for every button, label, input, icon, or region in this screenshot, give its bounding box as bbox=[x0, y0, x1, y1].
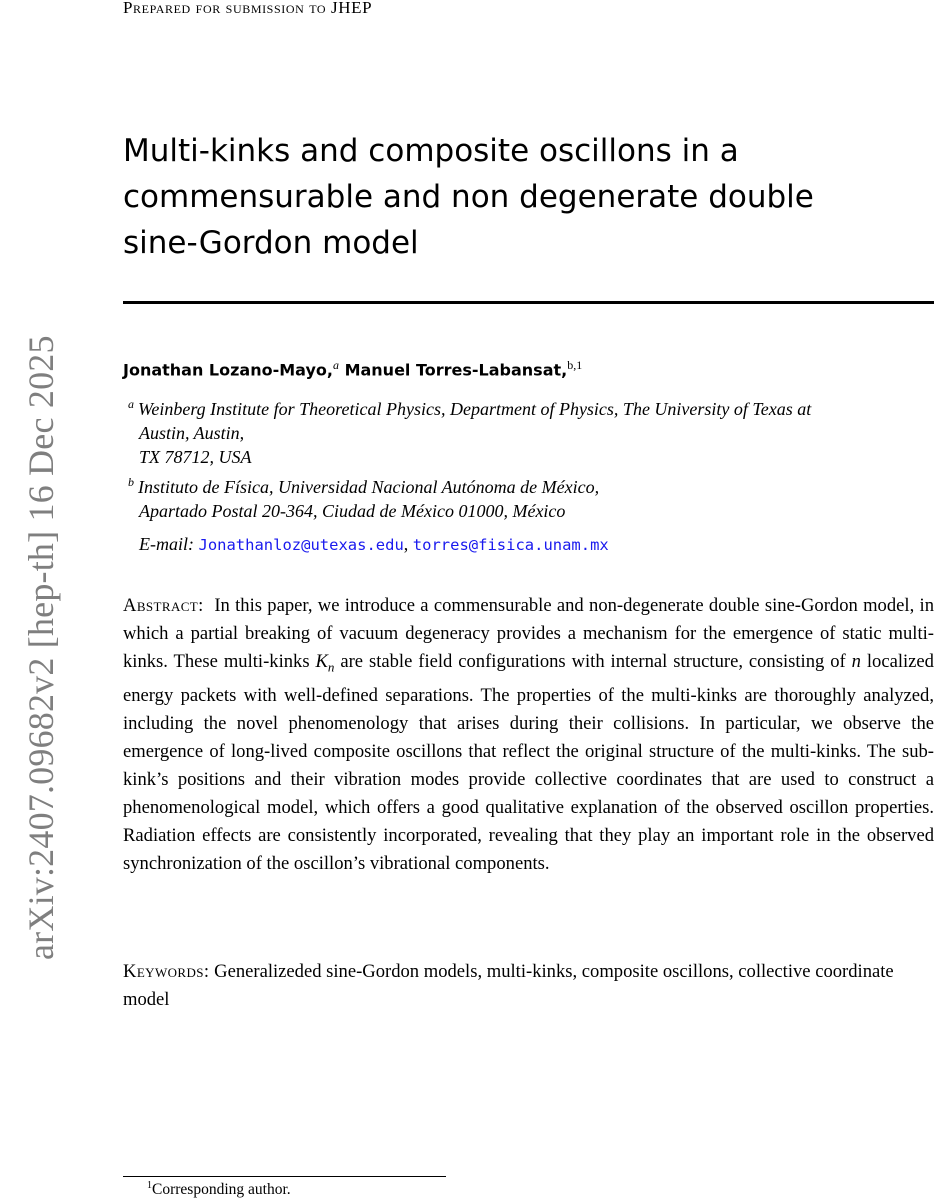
title-line: sine-Gordon model bbox=[123, 225, 419, 261]
paper-title bbox=[123, 128, 923, 266]
abstract-text: localized energy packets with well-defined separations. The properties of the multi-kinks are thoroughly analyzed, including the novel phenomenology that arises during their collisions. In particular, we observe the emergence of long-lived composite oscillons that reflect the original structure of the multi-kinks. The sub-kink’s positions and their vibration modes provide collective coordinates that are used to construct a phenomenological model, which offers a good qualitative explanation of the observed oscillon properties. Radiation effects are consistently incorporated, revealing that they play an important role in the observed synchronization of the oscillon’s vibrational components. bbox=[123, 651, 934, 874]
affiliation-b bbox=[128, 470, 934, 523]
footnote-mark: 1 bbox=[147, 1180, 152, 1191]
affiliation-line: Instituto de Física, Universidad Nacional Autónoma de México, bbox=[138, 477, 600, 497]
author-affiliation-mark: b,1 bbox=[567, 358, 583, 372]
keywords-label: Keywords: bbox=[123, 961, 210, 982]
affiliation-mark: b bbox=[128, 475, 134, 489]
footnote-divider bbox=[123, 1176, 446, 1177]
author-name: Jonathan Lozano-Mayo, bbox=[123, 360, 333, 380]
keywords-text: Generalizeded sine-Gordon models, multi-kinks, composite oscillons, collective coordinate model bbox=[123, 961, 894, 1010]
abstract-label: Abstract: bbox=[123, 595, 204, 616]
author-list bbox=[123, 358, 582, 379]
footnote-text: Corresponding author. bbox=[152, 1181, 291, 1198]
author-affiliation-mark: a bbox=[332, 358, 339, 372]
email-link-lozano[interactable]: Jonathanloz@utexas.edu bbox=[198, 536, 404, 554]
multi-kink-symbol: $K_n$ bbox=[315, 651, 335, 675]
arxiv-identifier-stamp: arXiv:2407.09682v2 [hep-th] 16 Dec 2025 bbox=[21, 335, 61, 960]
email-link-torres[interactable]: torres@fisica.unam.mx bbox=[412, 536, 609, 554]
title-line: Multi-kinks and composite oscillons in a bbox=[123, 133, 739, 169]
affiliation-line: Weinberg Institute for Theoretical Physics, Department of Physics, The University of Texas at bbox=[138, 399, 812, 419]
keywords bbox=[123, 958, 934, 1014]
title-line: commensurable and non degenerate double bbox=[123, 179, 814, 215]
affiliation-line: Apartado Postal 20-364, Ciudad de México 01000, México bbox=[139, 501, 566, 521]
journal-preparation-note: Prepared for submission to JHEP bbox=[123, 0, 373, 17]
affiliation-a bbox=[128, 392, 934, 469]
affiliation-mark: a bbox=[128, 397, 134, 411]
affiliation-line: Austin, Austin, bbox=[139, 423, 245, 443]
abstract-text: are stable field configurations with internal structure, consisting of bbox=[340, 651, 846, 672]
variable-n: n bbox=[851, 651, 861, 672]
abstract bbox=[123, 592, 934, 878]
footnote bbox=[147, 1180, 291, 1199]
abstract-text: In this paper, we introduce a commensurable and non-degenerate double sine-Gordon model, in which a partial breaking of vacuum degeneracy provides a mechanism for the emergence of static multi-kinks. These multi-kinks bbox=[123, 595, 934, 672]
email-label: E-mail: bbox=[139, 534, 194, 554]
email-separator: , bbox=[403, 534, 409, 554]
affiliation-line: TX 78712, USA bbox=[139, 447, 252, 467]
title-divider bbox=[123, 301, 934, 304]
author-name: Manuel Torres-Labansat, bbox=[344, 360, 568, 380]
email-line bbox=[139, 534, 609, 555]
